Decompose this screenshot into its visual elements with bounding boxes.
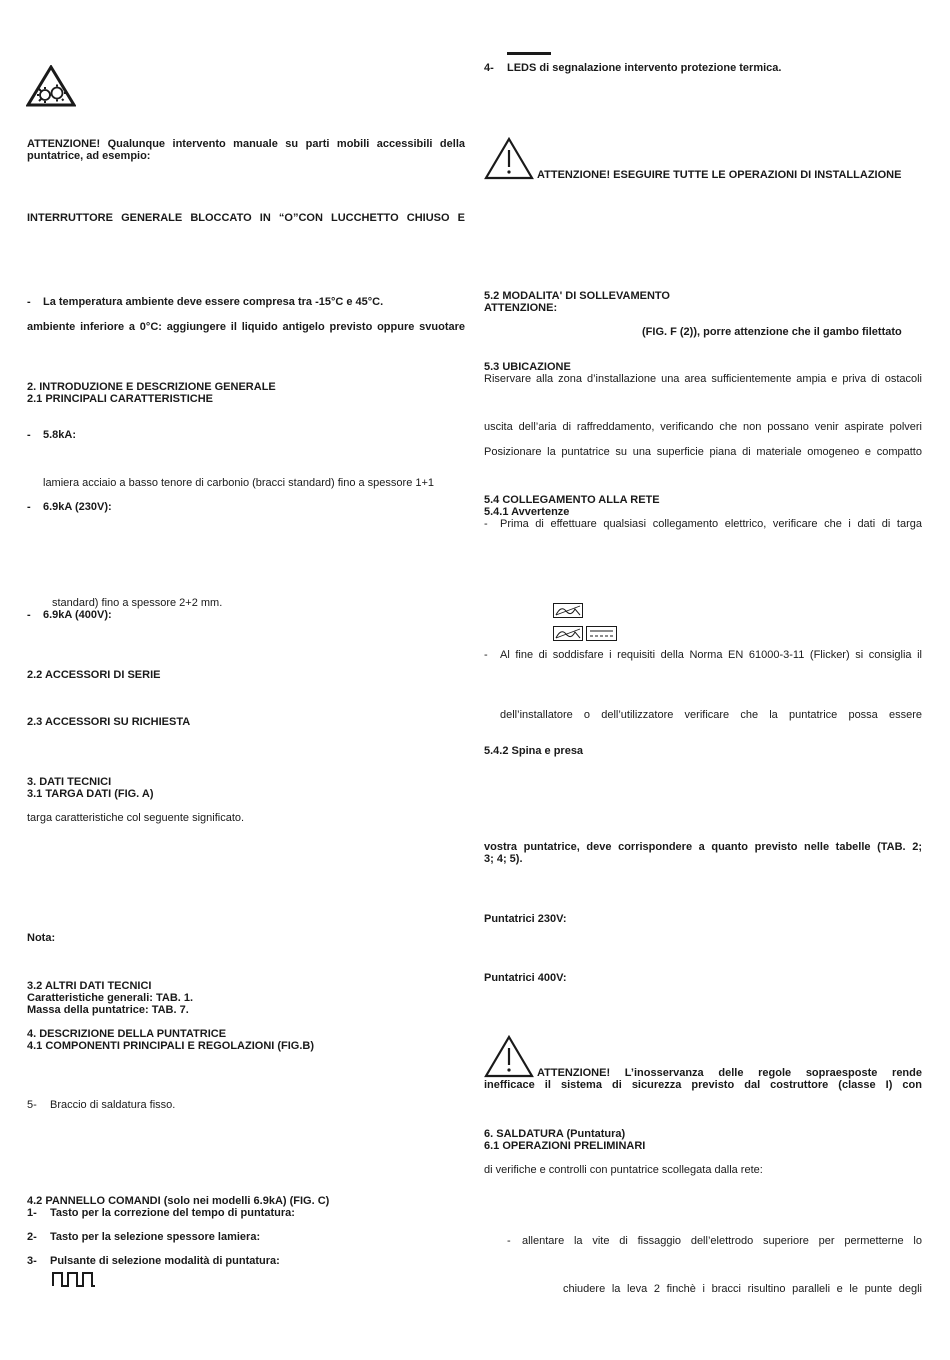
massa-text: Massa della puntatrice: TAB. 7.: [27, 1004, 189, 1016]
section-6-title: 6. SALDATURA (Puntatura): [484, 1128, 626, 1140]
warning-triangle-icon: [484, 137, 534, 180]
dc-symbol-icon: [586, 626, 617, 641]
chiudere-text: chiudere la leva 2 finchè i bracci risultino paralleli e le punte degli: [563, 1283, 922, 1295]
section-4-2-title: 4.2 PANNELLO COMANDI (solo nei modelli 6.9kA) (FIG. C): [27, 1195, 330, 1207]
model-58ka: 5.8kA:: [43, 429, 77, 441]
puntatrici-400v-label: Puntatrici 400V:: [484, 972, 567, 984]
posizionare-text: Posizionare la puntatrice su una superficie piana di materiale omogeneo e compatto: [484, 446, 922, 458]
bullet-dash: -: [484, 518, 488, 530]
section-5-4-2-title: 5.4.2 Spina e presa: [484, 745, 584, 757]
bullet-dash: -: [27, 296, 31, 308]
warning-triangle-icon: [484, 1035, 534, 1078]
bullet-dash: -: [27, 609, 31, 621]
section-2-2-title: 2.2 ACCESSORI DI SERIE: [27, 669, 161, 681]
item-5-text: Braccio di saldatura fisso.: [50, 1099, 176, 1111]
al-fine-text: Al fine di soddisfare i requisiti della Norma EN 61000-3-11 (Flicker) si consiglia il: [500, 649, 922, 661]
ac-supply-symbol-icon: [553, 626, 583, 641]
section-3-title: 3. DATI TECNICI: [27, 776, 112, 788]
riservare-text: Riservare alla zona d’installazione una area sufficientemente ampia e priva di ostacoli: [484, 373, 922, 385]
temperature-text: La temperatura ambiente deve essere compresa tra -15°C e 45°C.: [43, 296, 384, 308]
section-2-3-title: 2.3 ACCESSORI SU RICHIESTA: [27, 716, 191, 728]
section-6-1-title: 6.1 OPERAZIONI PRELIMINARI: [484, 1140, 646, 1152]
item-number: 4-: [484, 62, 494, 74]
item-number: 3-: [27, 1255, 37, 1267]
interrupt-text: INTERRUTTORE GENERALE BLOCCATO IN “O”CON LUCCHETTO CHIUSO E: [27, 212, 465, 224]
ac-supply-symbol-icon: [553, 603, 583, 618]
inosservanza-text-cont: inefficace il sistema di sicurezza previsto dal costruttore (classe I) con: [484, 1079, 922, 1091]
targa-text: targa caratteristiche col seguente significato.: [27, 812, 245, 824]
uscita-text: uscita dell’aria di raffreddamento, verificando che non possano venir aspirate polveri: [484, 421, 922, 433]
item-2-text: Tasto per la selezione spessore lamiera:: [50, 1231, 261, 1243]
section-5-3-title: 5.3 UBICAZIONE: [484, 361, 571, 373]
installatore-text: dell’installatore o dell’utilizzatore verificare che la puntatrice possa essere: [500, 709, 922, 721]
item-3-text: Pulsante di selezione modalità di puntatura:: [50, 1255, 280, 1267]
section-5-4-title: 5.4 COLLEGAMENTO ALLA RETE: [484, 494, 660, 506]
moving-parts-warning-icon: [26, 65, 76, 107]
section-5-2-title: 5.2 MODALITA' DI SOLLEVAMENTO: [484, 290, 670, 302]
item-1-text: Tasto per la correzione del tempo di puntatura:: [50, 1207, 295, 1219]
pulse-mode-icon: [52, 1270, 96, 1288]
model-69ka-230v: 6.9kA (230V):: [43, 501, 112, 513]
section-2-1-title: 2.1 PRINCIPALI CARATTERISTICHE: [27, 393, 213, 405]
puntatrici-230v-label: Puntatrici 230V:: [484, 913, 567, 925]
bullet-dash: -: [27, 429, 31, 441]
bullet-dash: -: [27, 501, 31, 513]
ambient-text: ambiente inferiore a 0°C: aggiungere il liquido antigelo previsto oppure svuotare: [27, 321, 465, 333]
item-number: 1-: [27, 1207, 37, 1219]
item-number: 2-: [27, 1231, 37, 1243]
vostra-text-cont: 3; 4; 5).: [484, 853, 523, 865]
section-3-1-title: 3.1 TARGA DATI (FIG. A): [27, 788, 154, 800]
bullet-dash: -: [484, 649, 488, 661]
inosservanza-text: ATTENZIONE! L’inosservanza delle regole sopraesposte rende: [537, 1067, 922, 1079]
verifiche-text: di verifiche e controlli con puntatrice scollegata dalla rete:: [484, 1164, 763, 1176]
item-number: 5-: [27, 1099, 37, 1111]
warning-paragraph-cont: puntatrice, ad esempio:: [27, 150, 151, 162]
section-4-title: 4. DESCRIZIONE DELLA PUNTATRICE: [27, 1028, 227, 1040]
caratteristiche-text: Caratteristiche generali: TAB. 1.: [27, 992, 194, 1004]
attention-label: ATTENZIONE:: [484, 302, 558, 314]
section-4-1-title: 4.1 COMPONENTI PRINCIPALI E REGOLAZIONI (FIG.B): [27, 1040, 315, 1052]
section-3-2-title: 3.2 ALTRI DATI TECNICI: [27, 980, 152, 992]
warning-paragraph: ATTENZIONE! Qualunque intervento manuale su parti mobili accessibili della: [27, 138, 465, 150]
standard-text: standard) fino a spessore 2+2 mm.: [52, 597, 223, 609]
model-69ka-400v: 6.9kA (400V):: [43, 609, 112, 621]
prima-text: Prima di effettuare qualsiasi collegamento elettrico, verificare che i dati di targa: [500, 518, 922, 530]
item-4-text: LEDS di segnalazione intervento protezione termica.: [507, 62, 782, 74]
led-bar-icon: [507, 52, 551, 55]
fig-f-text: (FIG. F (2)), porre attenzione che il gambo filettato: [642, 326, 902, 338]
section-5-4-1-title: 5.4.1 Avvertenze: [484, 506, 570, 518]
vostra-text: vostra puntatrice, deve corrispondere a quanto previsto nelle tabelle (TAB. 2;: [484, 841, 922, 853]
lamiera-text: lamiera acciaio a basso tenore di carbonio (bracci standard) fino a spessore 1+1: [43, 477, 435, 489]
allentare-text: allentare la vite di fissaggio dell’elettrodo superiore per permetterne lo: [522, 1235, 922, 1247]
nota-label: Nota:: [27, 932, 56, 944]
attention-install-text: ATTENZIONE! ESEGUIRE TUTTE LE OPERAZIONI DI INSTALLAZIONE: [537, 169, 902, 181]
bullet-dash: -: [507, 1235, 511, 1247]
section-2-title: 2. INTRODUZIONE E DESCRIZIONE GENERALE: [27, 381, 276, 393]
